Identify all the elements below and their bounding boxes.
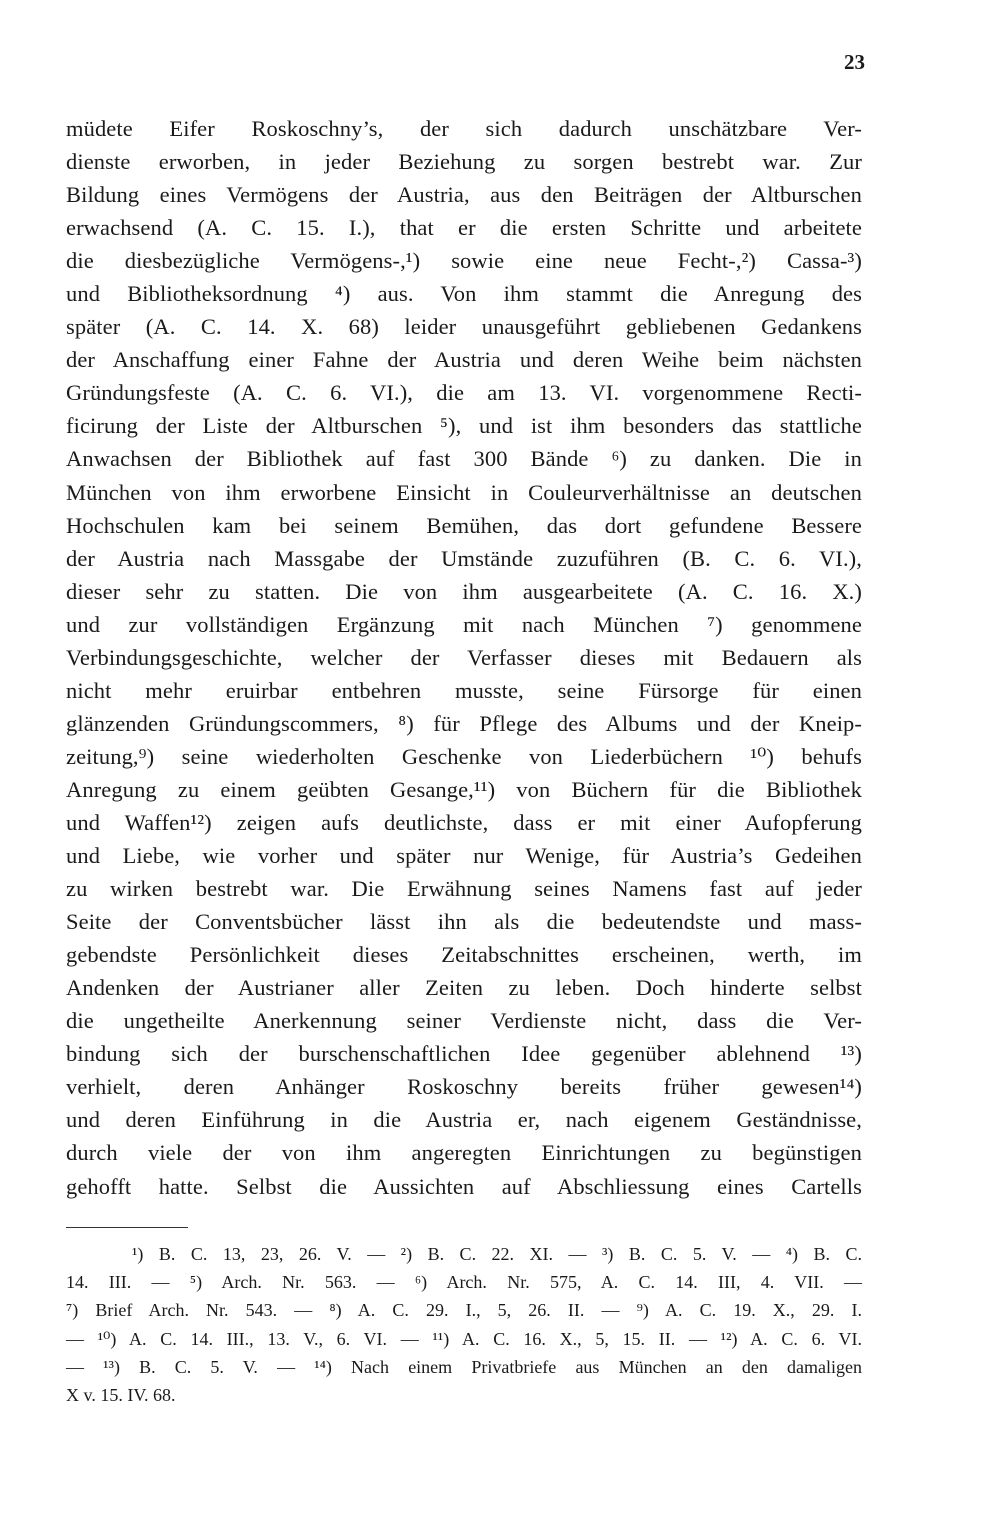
text-line: Anwachsen der Bibliothek auf fast 300 Bände ⁶) zu danken. Die in <box>66 446 862 472</box>
footnote-line: 14. III. — ⁵) Arch. Nr. 563. — ⁶) Arch. Nr. 575, A. C. 14. III, 4. VII. — <box>66 1272 862 1293</box>
text-line: Gründungsfeste (A. C. 6. VI.), die am 13. VI. vorgenommene Recti- <box>66 380 862 406</box>
text-line: Bildung eines Vermögens der Austria, aus den Beiträgen der Altburschen <box>66 182 862 208</box>
text-line: der Anschaffung einer Fahne der Austria und deren Weihe beim nächsten <box>66 347 862 373</box>
page-number: 23 <box>844 50 865 74</box>
text-line: müdete Eifer Roskoschny’s, der sich dadurch unschätzbare Ver- <box>66 116 862 141</box>
text-line: durch viele der von ihm angeregten Einrichtungen zu begünstigen <box>66 1140 862 1166</box>
text-line: und Waffen¹²) zeigen aufs deutlichste, dass er mit einer Aufopferung <box>66 809 862 835</box>
text-line: Verbindungsgeschichte, welcher der Verfasser dieses mit Bedauern als <box>66 644 862 670</box>
text-line: später (A. C. 14. X. 68) leider unausgeführt gebliebenen Gedankens <box>66 314 862 340</box>
text-line: gebendste Persönlichkeit dieses Zeitabschnittes erscheinen, werth, im <box>66 942 862 968</box>
text-line: bindung sich der burschenschaftlichen Idee gegenüber ablehnend ¹³) <box>66 1041 862 1067</box>
text-line: und Liebe, wie vorher und später nur Wenige, für Austria’s Gedeihen <box>66 843 862 869</box>
text-line: glänzenden Gründungscommers, ⁸) für Pflege des Albums und der Kneip- <box>66 710 862 736</box>
text-line: zeitung,⁹) seine wiederholten Geschenke von Liederbüchern ¹⁰) behufs <box>66 743 862 769</box>
text-line: die ungetheilte Anerkennung seiner Verdienste nicht, dass die Ver- <box>66 1008 862 1034</box>
text-line: ficirung der Liste der Altburschen ⁵), und ist ihm besonders das stattliche <box>66 413 862 439</box>
footnotes <box>66 1240 862 1409</box>
text-line: dieser sehr zu statten. Die von ihm ausgearbeitete (A. C. 16. X.) <box>66 578 862 604</box>
footnote-divider <box>66 1227 188 1228</box>
footnote-line: X v. 15. IV. 68. <box>66 1384 176 1405</box>
text-line: Seite der Conventsbücher lässt ihn als die bedeutendste und mass- <box>66 909 862 935</box>
text-line: nicht mehr eruirbar entbehren musste, seine Fürsorge für einen <box>66 677 862 703</box>
footnote-line: ¹) B. C. 13, 23, 26. V. — ²) B. C. 22. XI. — ³) B. C. 5. V. — ⁴) B. C. <box>132 1244 862 1264</box>
text-line: der Austria nach Massgabe der Umstände zuzuführen (B. C. 6. VI.), <box>66 545 862 571</box>
text-line: und zur vollständigen Ergänzung mit nach München ⁷) genommene <box>66 611 862 637</box>
body-text <box>66 112 862 1203</box>
text-line: verhielt, deren Anhänger Roskoschny bereits früher gewesen¹⁴) <box>66 1074 862 1100</box>
text-line: dienste erworben, in jeder Beziehung zu sorgen bestrebt war. Zur <box>66 149 862 175</box>
text-line: die diesbezügliche Vermögens-,¹) sowie eine neue Fecht-,²) Cassa-³) <box>66 248 862 274</box>
text-line: Hochschulen kam bei seinem Bemühen, das dort gefundene Bessere <box>66 512 862 538</box>
footnote-line: ⁷) Brief Arch. Nr. 543. — ⁸) A. C. 29. I., 5, 26. II. — ⁹) A. C. 19. X., 29. I. <box>66 1300 862 1321</box>
text-line: Andenken der Austrianer aller Zeiten zu leben. Doch hinderte selbst <box>66 975 862 1001</box>
text-line: zu wirken bestrebt war. Die Erwähnung seines Namens fast auf jeder <box>66 876 862 902</box>
footnote-line: — ¹³) B. C. 5. V. — ¹⁴) Nach einem Privatbriefe aus München an den damaligen <box>66 1356 862 1377</box>
text-line: Anregung zu einem geübten Gesange,¹¹) von Büchern für die Bibliothek <box>66 776 862 802</box>
text-line: München von ihm erworbene Einsicht in Couleurverhältnisse an deutschen <box>66 479 862 505</box>
text-line: erwachsend (A. C. 15. I.), that er die ersten Schritte und arbeitete <box>66 215 862 241</box>
footnote-line: — ¹⁰) A. C. 14. III., 13. V., 6. VI. — ¹¹) A. C. 16. X., 5, 15. II. — ¹²) A. C. 6. VI. <box>66 1328 862 1349</box>
text-line: und Bibliotheksordnung ⁴) aus. Von ihm stammt die Anregung des <box>66 281 862 307</box>
text-line: und deren Einführung in die Austria er, nach eigenem Geständnisse, <box>66 1107 862 1133</box>
text-line: gehofft hatte. Selbst die Aussichten auf Abschliessung eines Cartells <box>66 1173 862 1199</box>
